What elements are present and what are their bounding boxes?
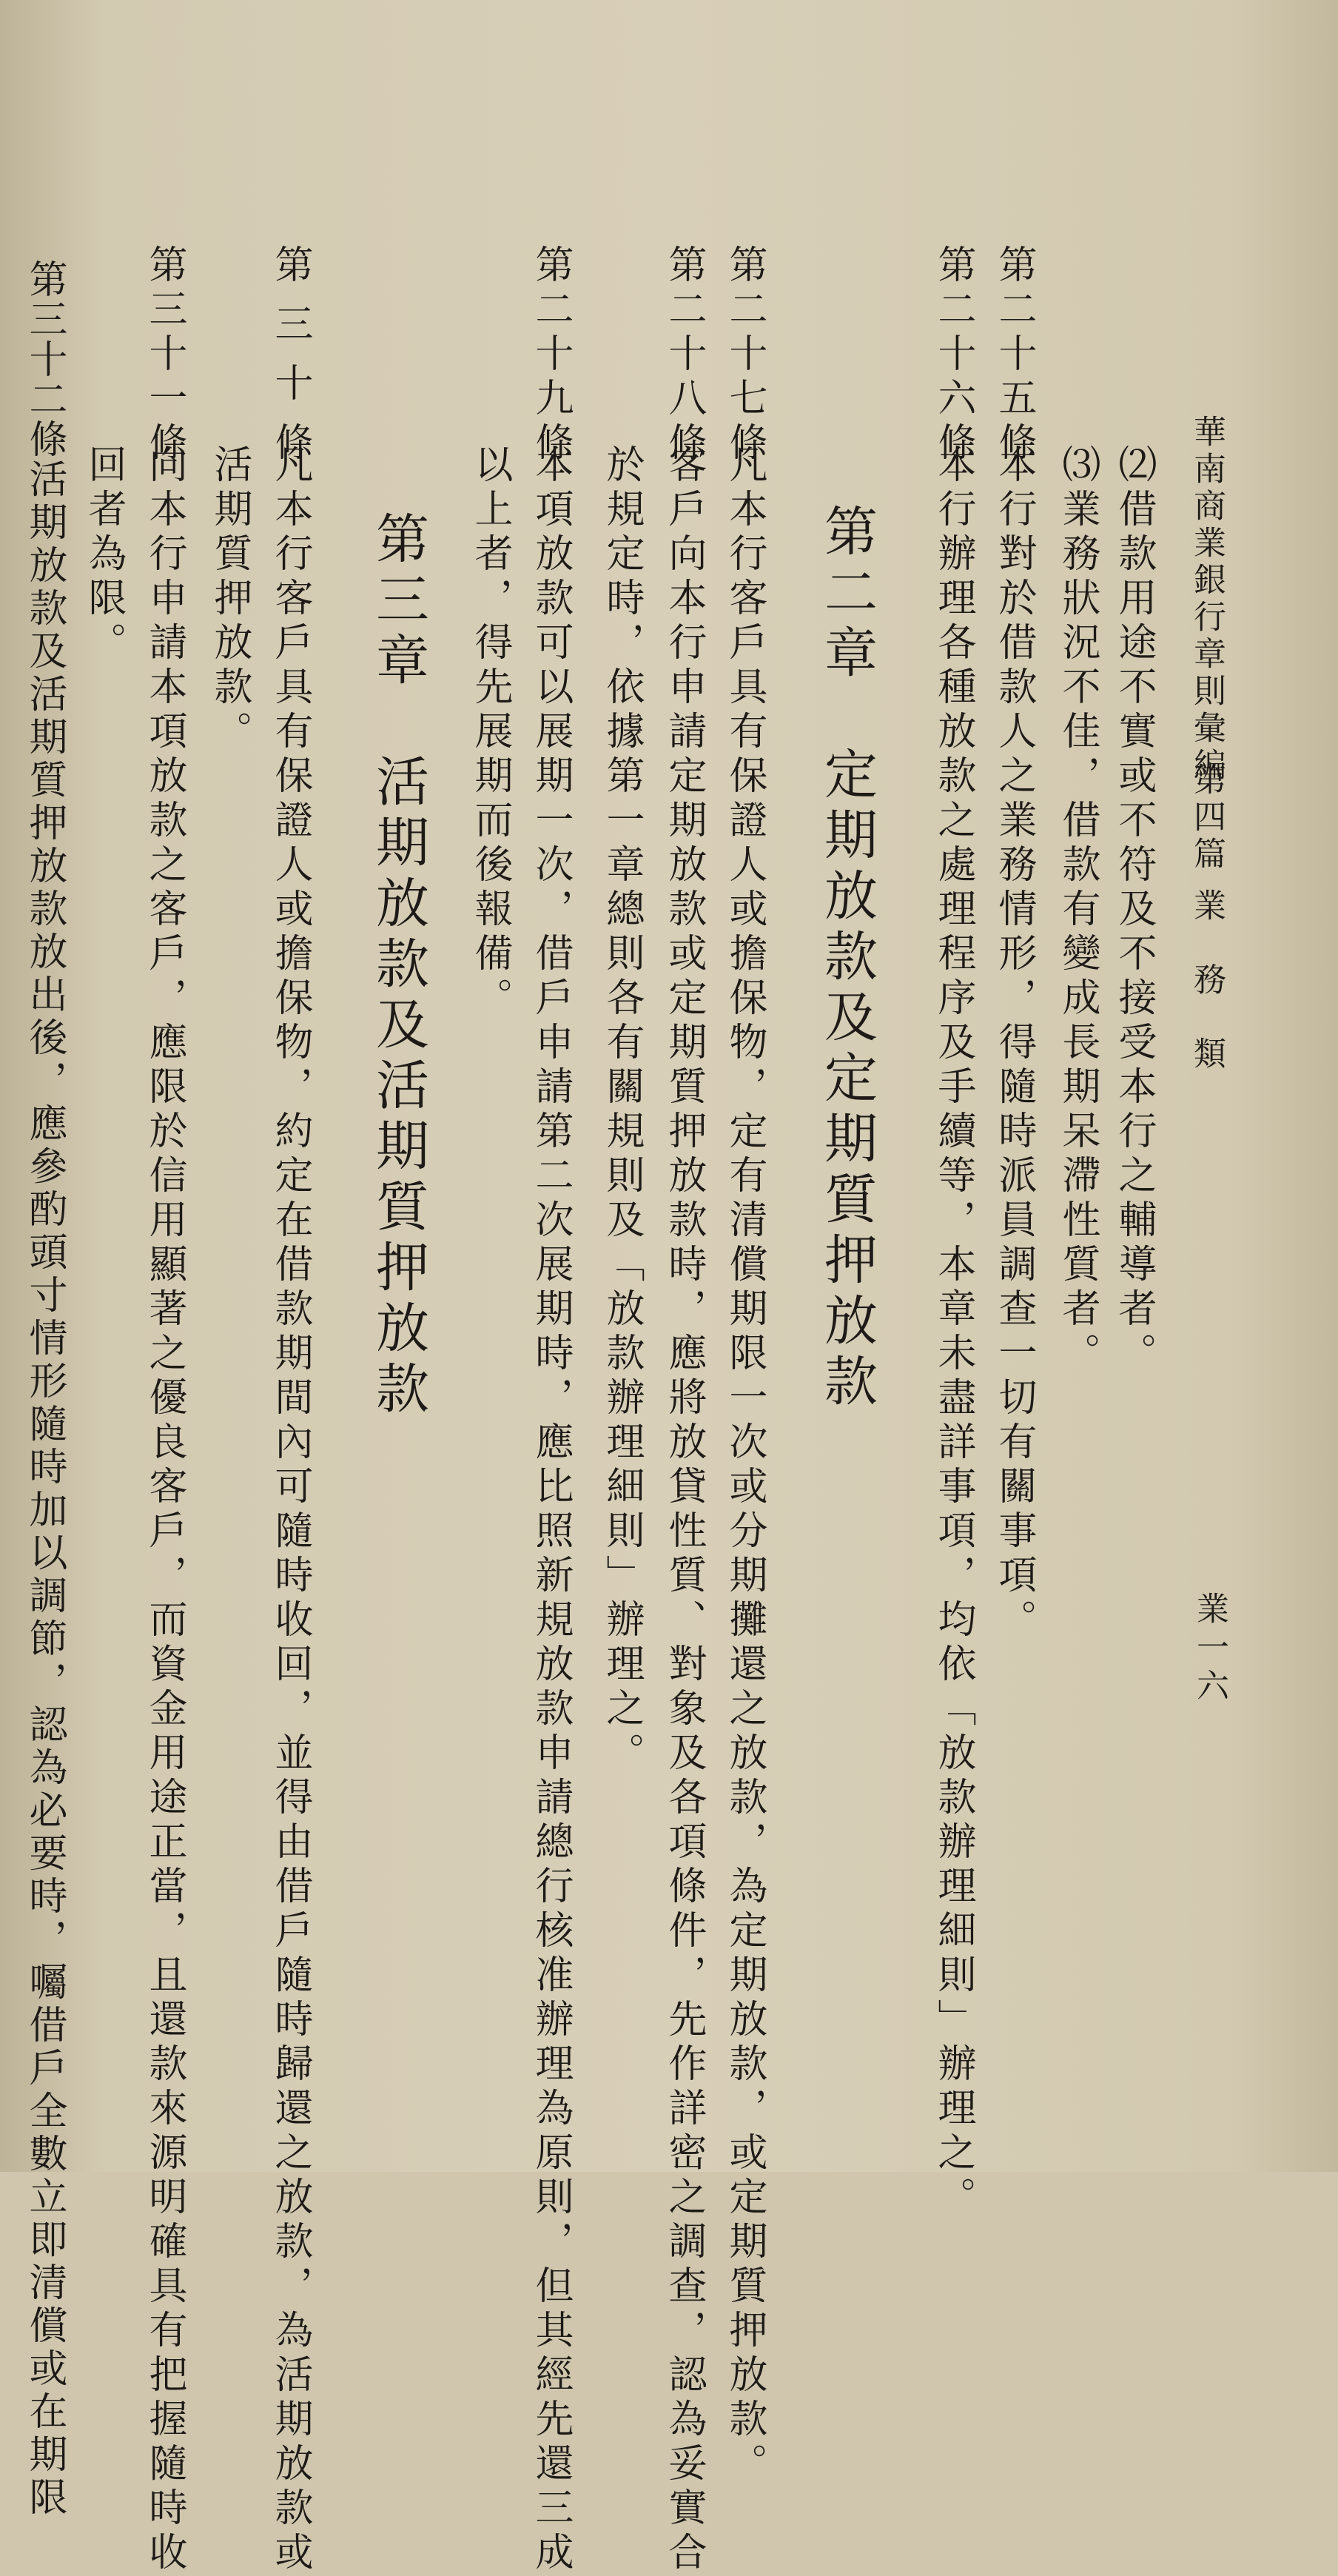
article-text-32: 活期放款及活期質押放款放出後，應參酌頭寸情形隨時加以調節，認為必要時，囑借戶全數立即清償或在期限 <box>22 459 67 2520</box>
article-text-30-line-2: 活期質押放款。 <box>207 444 252 755</box>
running-header-section <box>1188 888 1226 1073</box>
article-text-29-line-1: 本項放款可以展期一次，借戶申請第二次展期時，應比照新規放款申請總行核准辦理為原則，但其經先還三成 <box>528 444 573 2576</box>
article-label-30: 第三十條 <box>268 244 312 481</box>
item-2: ⑵借款用途不實或不符及不接受本行之輔導者。 <box>1112 444 1156 1377</box>
article-label-28: 第二十八條 <box>662 244 706 466</box>
article-label-27: 第二十七條 <box>722 244 767 466</box>
article-label-29: 第二十九條 <box>528 244 573 466</box>
article-text-26: 本行辦理各種放款之處理程序及手續等，本章未盡詳事項，均依「放款辦理細則」辦理之。 <box>931 444 975 2221</box>
running-header <box>1188 415 1226 785</box>
article-text-29-line-2: 以上者，得先展期而後報備。 <box>468 444 512 1022</box>
article-text-31-line-1: 向本行申請本項放款之客戶，應限於信用顯著之優良客戶，而資金用途正當，且還款來源明確具有把握隨時收 <box>142 444 186 2576</box>
article-label-31: 第三十一條 <box>142 244 186 466</box>
page-number: 業一六 <box>1191 1591 1228 1707</box>
article-text-27: 凡本行客戶具有保證人或擔保物，定有清償期限一次或分期攤還之放款，為定期放款，或定期質押放款。 <box>722 444 767 2487</box>
article-text-28-line-2: 於規定時，依據第一章總則各有關規則及「放款辦理細則」辦理之。 <box>599 444 644 1777</box>
article-text-30-line-1: 凡本行客戶具有保證人或擔保物，約定在借款期間內可隨時收回，並得由借戶隨時歸還之放款，為活期放款或 <box>268 444 312 2576</box>
article-text-25: 本行對於借款人之業務情形，得隨時派員調查一切有關事項。 <box>992 444 1036 1643</box>
article-label-26: 第二十六條 <box>931 244 975 466</box>
book-title: 華南商業銀行章則彙編 <box>1188 415 1226 785</box>
article-text-31-line-2: 回者為限。 <box>81 444 126 666</box>
section-title: 業 務 類 <box>1188 888 1226 1073</box>
article-label-32: 第三十二條 <box>22 259 67 459</box>
part-title: 第四篇 <box>1188 762 1226 873</box>
article-label-25: 第二十五條 <box>992 244 1036 466</box>
chapter-3-heading: 第三章 活期放款及活期質押放款 <box>367 511 429 1421</box>
chapter-2-heading: 第二章 定期放款及定期質押放款 <box>816 503 878 1414</box>
article-text-28-line-1: 客戶向本行申請定期放款或定期質押放款時，應將放貸性質、對象及各項條件，先作詳密之調查，認為妥實合 <box>662 444 706 2576</box>
item-3: ⑶業務狀況不佳，借款有變成長期呆滯性質者。 <box>1055 444 1100 1377</box>
running-header-part <box>1188 762 1226 873</box>
